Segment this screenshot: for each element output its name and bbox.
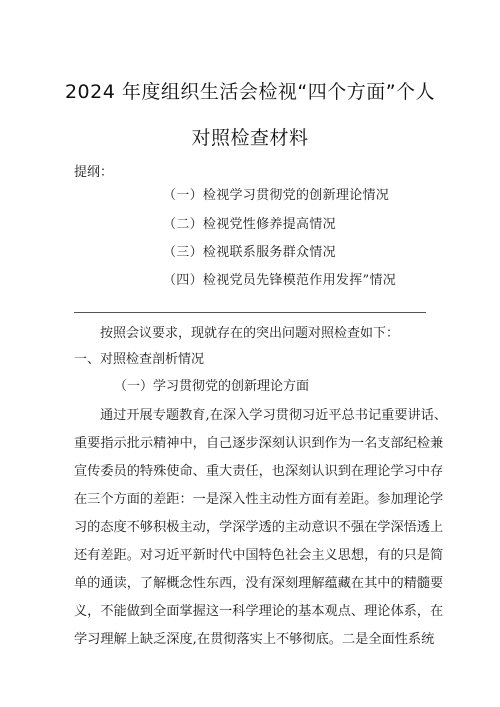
intro-text: 按照会议要求，现就存在的突出问题对照检查如下： — [100, 326, 400, 341]
outline-label: 提纲： — [74, 165, 114, 180]
paragraph-line: 通过开展专题教育,在深入学习贯彻习近平总书记重要讲话、 — [100, 408, 448, 423]
paragraph-line: 单的通读，了解概念性东西，没有深刻理解蕴藏在其中的精髓要 — [74, 576, 444, 591]
paragraph-line: 在三个方面的差距：一是深入性主动性方面有差距。参加理论学 — [74, 492, 444, 507]
document-title-line-1: 2024 年度组织生活会检视“四个方面”个人 — [64, 81, 436, 103]
outline-item-4: （四）检视党员先锋模范作用发挥”情况 — [163, 273, 397, 288]
paragraph-line: 义，不能做到全面掌握这一科学理论的基本观点、理论体系，在 — [74, 604, 444, 619]
divider-line — [74, 312, 426, 313]
paragraph-line: 还有差距。对习近平新时代中国特色社会主义思想，有的只是简 — [74, 548, 444, 563]
paragraph-line: 学习理解上缺乏深度,在贯彻落实上不够彻底。二是全面性系统 — [74, 632, 435, 647]
paragraph-line: 重要指示批示精神中，自己逐步深刻认识到作为一名支部纪检兼 — [74, 436, 444, 451]
paragraph-line: 宣传委员的特殊使命、重大责任，也深刻认识到在理论学习中存 — [74, 464, 444, 479]
document-title-line-2: 对照检查材料 — [191, 127, 309, 149]
subsection-heading: （一）学习贯彻党的创新理论方面 — [114, 379, 310, 394]
outline-item-3: （三）检视联系服务群众情况 — [163, 245, 336, 260]
section-heading: 一、对照检查剖析情况 — [74, 352, 205, 367]
outline-item-2: （二）检视党性修养提高情况 — [163, 217, 336, 232]
outline-item-1: （一）检视学习贯彻党的创新理论情况 — [163, 188, 390, 203]
paragraph-line: 习的态度不够积极主动，学深学透的主动意识不强在学深悟透上 — [74, 520, 444, 535]
